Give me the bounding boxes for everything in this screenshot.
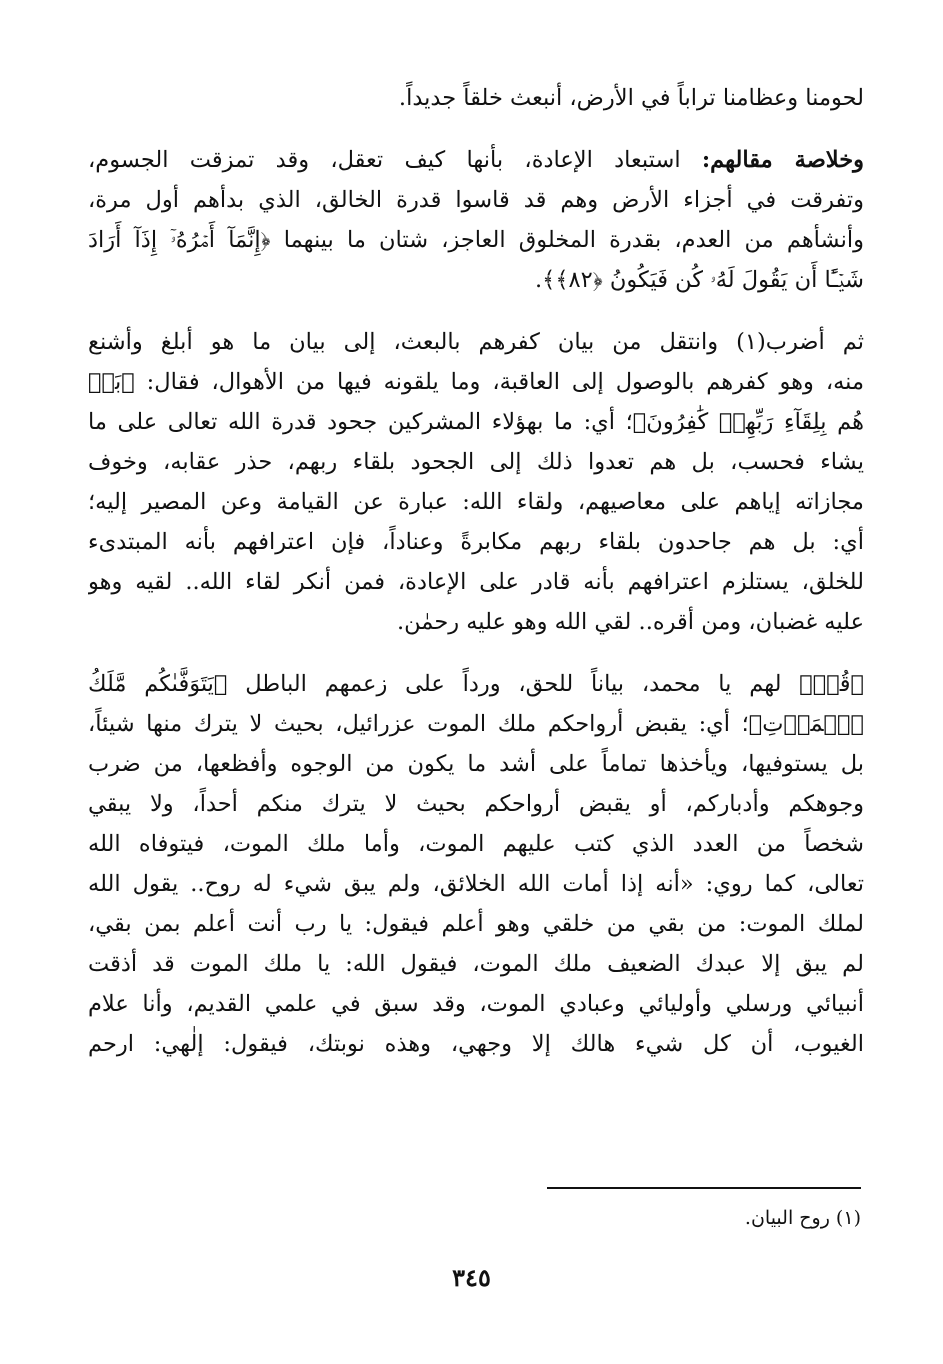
text-line: لحومنا وعظامنا تراباً في الأرض، أنبعث خلقاً جديداً. bbox=[398, 85, 864, 111]
text-line: ثم أضرب(١) وانتقل من بيان كفرهم بالبعث، إلى بيان ما هو أبلغ وأشنع bbox=[88, 329, 864, 355]
text-line: لم يبق إلا عبدك الضعيف ملك الموت، فيقول الله: يا ملك الموت قد أذقت bbox=[88, 951, 864, 977]
page-number: ٣٤٥ bbox=[452, 1263, 491, 1292]
text-line: ٱلۡمَوۡتِ﴾؛ أي: يقبض أرواحكم ملك الموت عزرائيل، بحيث لا يترك منها شيئاً، bbox=[88, 711, 864, 737]
paragraph-2 bbox=[88, 140, 864, 300]
text-line: منه، وهو كفرهم بالوصول إلى العاقبة، وما يلقونه فيها من الأهوال، فقال: ﴿بَلۡ bbox=[88, 369, 864, 395]
text-line: وأنشأهم من العدم، بقدرة المخلوق العاجز، شتان ما بينهما ﴿إِنَّمَآ أَمۡرُهُۥٓ إِذَآ أَرَادَ bbox=[88, 227, 864, 253]
paragraph-3 bbox=[88, 322, 864, 642]
footnote: (١) روح البيان. bbox=[744, 1207, 861, 1229]
text-line: شَيۡـًٔا أَن يَقُولَ لَهُۥ كُن فَيَكُونُ ﴿٨٢﴾﴾. bbox=[535, 267, 864, 293]
bold-lead: وخلاصة مقالهم: bbox=[701, 147, 864, 173]
paragraph-4 bbox=[88, 664, 864, 1064]
text-line: هُم بِلِقَآءِ رَبِّهِمۡ كَٰفِرُونَ﴾؛ أي: ما بهؤلاء المشركين جحود قدرة الله تعالى على ما bbox=[88, 409, 864, 435]
paragraph-1 bbox=[88, 78, 864, 118]
text-line: مجازاته إياهم على معاصيهم، ولقاء الله: عبارة عن القيامة وعن المصير إليه؛ bbox=[88, 489, 864, 515]
text-line: وتفرقت في أجزاء الأرض وهم قد قاسوا قدرة الخالق، الذي بدأهم أول مرة، bbox=[88, 187, 864, 213]
text-line: ﴿قُلۡ﴾ لهم يا محمد، بياناً للحق، ورداً على زعمهم الباطل ﴿يَتَوَفَّىٰكُم مَّلَكُ bbox=[88, 671, 864, 697]
text-line: أي: بل هم جاحدون بلقاء ربهم مكابرةً وعناداً، فإن اعترافهم بأنه المبتدىء bbox=[88, 529, 864, 555]
text-line: وجوهكم وأدباركم، أو يقبض أرواحكم بحيث لا يترك منكم أحداً، ولا يبقي bbox=[88, 791, 864, 817]
text-fragment: استبعاد الإعادة، بأنها كيف تعقل، وقد تمزقت الجسوم، bbox=[88, 147, 681, 173]
footnote-separator bbox=[547, 1187, 861, 1189]
text-line: بل يستوفيها، ويأخذها تماماً على أشد ما يكون من الوجوه وأفظعها، من ضرب bbox=[88, 751, 864, 777]
text-line: لملك الموت: من بقي من خلقي وهو أعلم فيقول: يا رب أنت أعلم بمن بقي، bbox=[88, 911, 864, 937]
text-line: شخصاً من العدد الذي كتب عليهم الموت، وأما ملك الموت، فيتوفاه الله bbox=[88, 831, 864, 857]
text-line: الغيوب، أن كل شيء هالك إلا وجهي، وهذه نوبتك، فيقول: إلٰهي: ارحم bbox=[88, 1031, 864, 1057]
text-line bbox=[88, 140, 864, 180]
text-line: أنبيائي ورسلي وأوليائي وعبادي الموت، وقد سبق في علمي القديم، وأنا علام bbox=[88, 991, 864, 1017]
text-line: عليه غضبان، ومن أقره.. لقي الله وهو عليه رحمٰن. bbox=[397, 609, 864, 635]
text-line: تعالى، كما روي: «أنه إذا أمات الله الخلائق، ولم يبق شيء له روح.. يقول الله bbox=[88, 871, 864, 897]
text-line: للخلق، يستلزم اعترافهم بأنه قادر على الإعادة، فمن أنكر لقاء الله.. لقيه وهو bbox=[88, 569, 864, 595]
text-line: يشاء فحسب، بل هم تعدوا ذلك إلى الجحود بلقاء ربهم، حذر عقابه، وخوف bbox=[88, 449, 864, 475]
page-body bbox=[88, 78, 864, 1064]
